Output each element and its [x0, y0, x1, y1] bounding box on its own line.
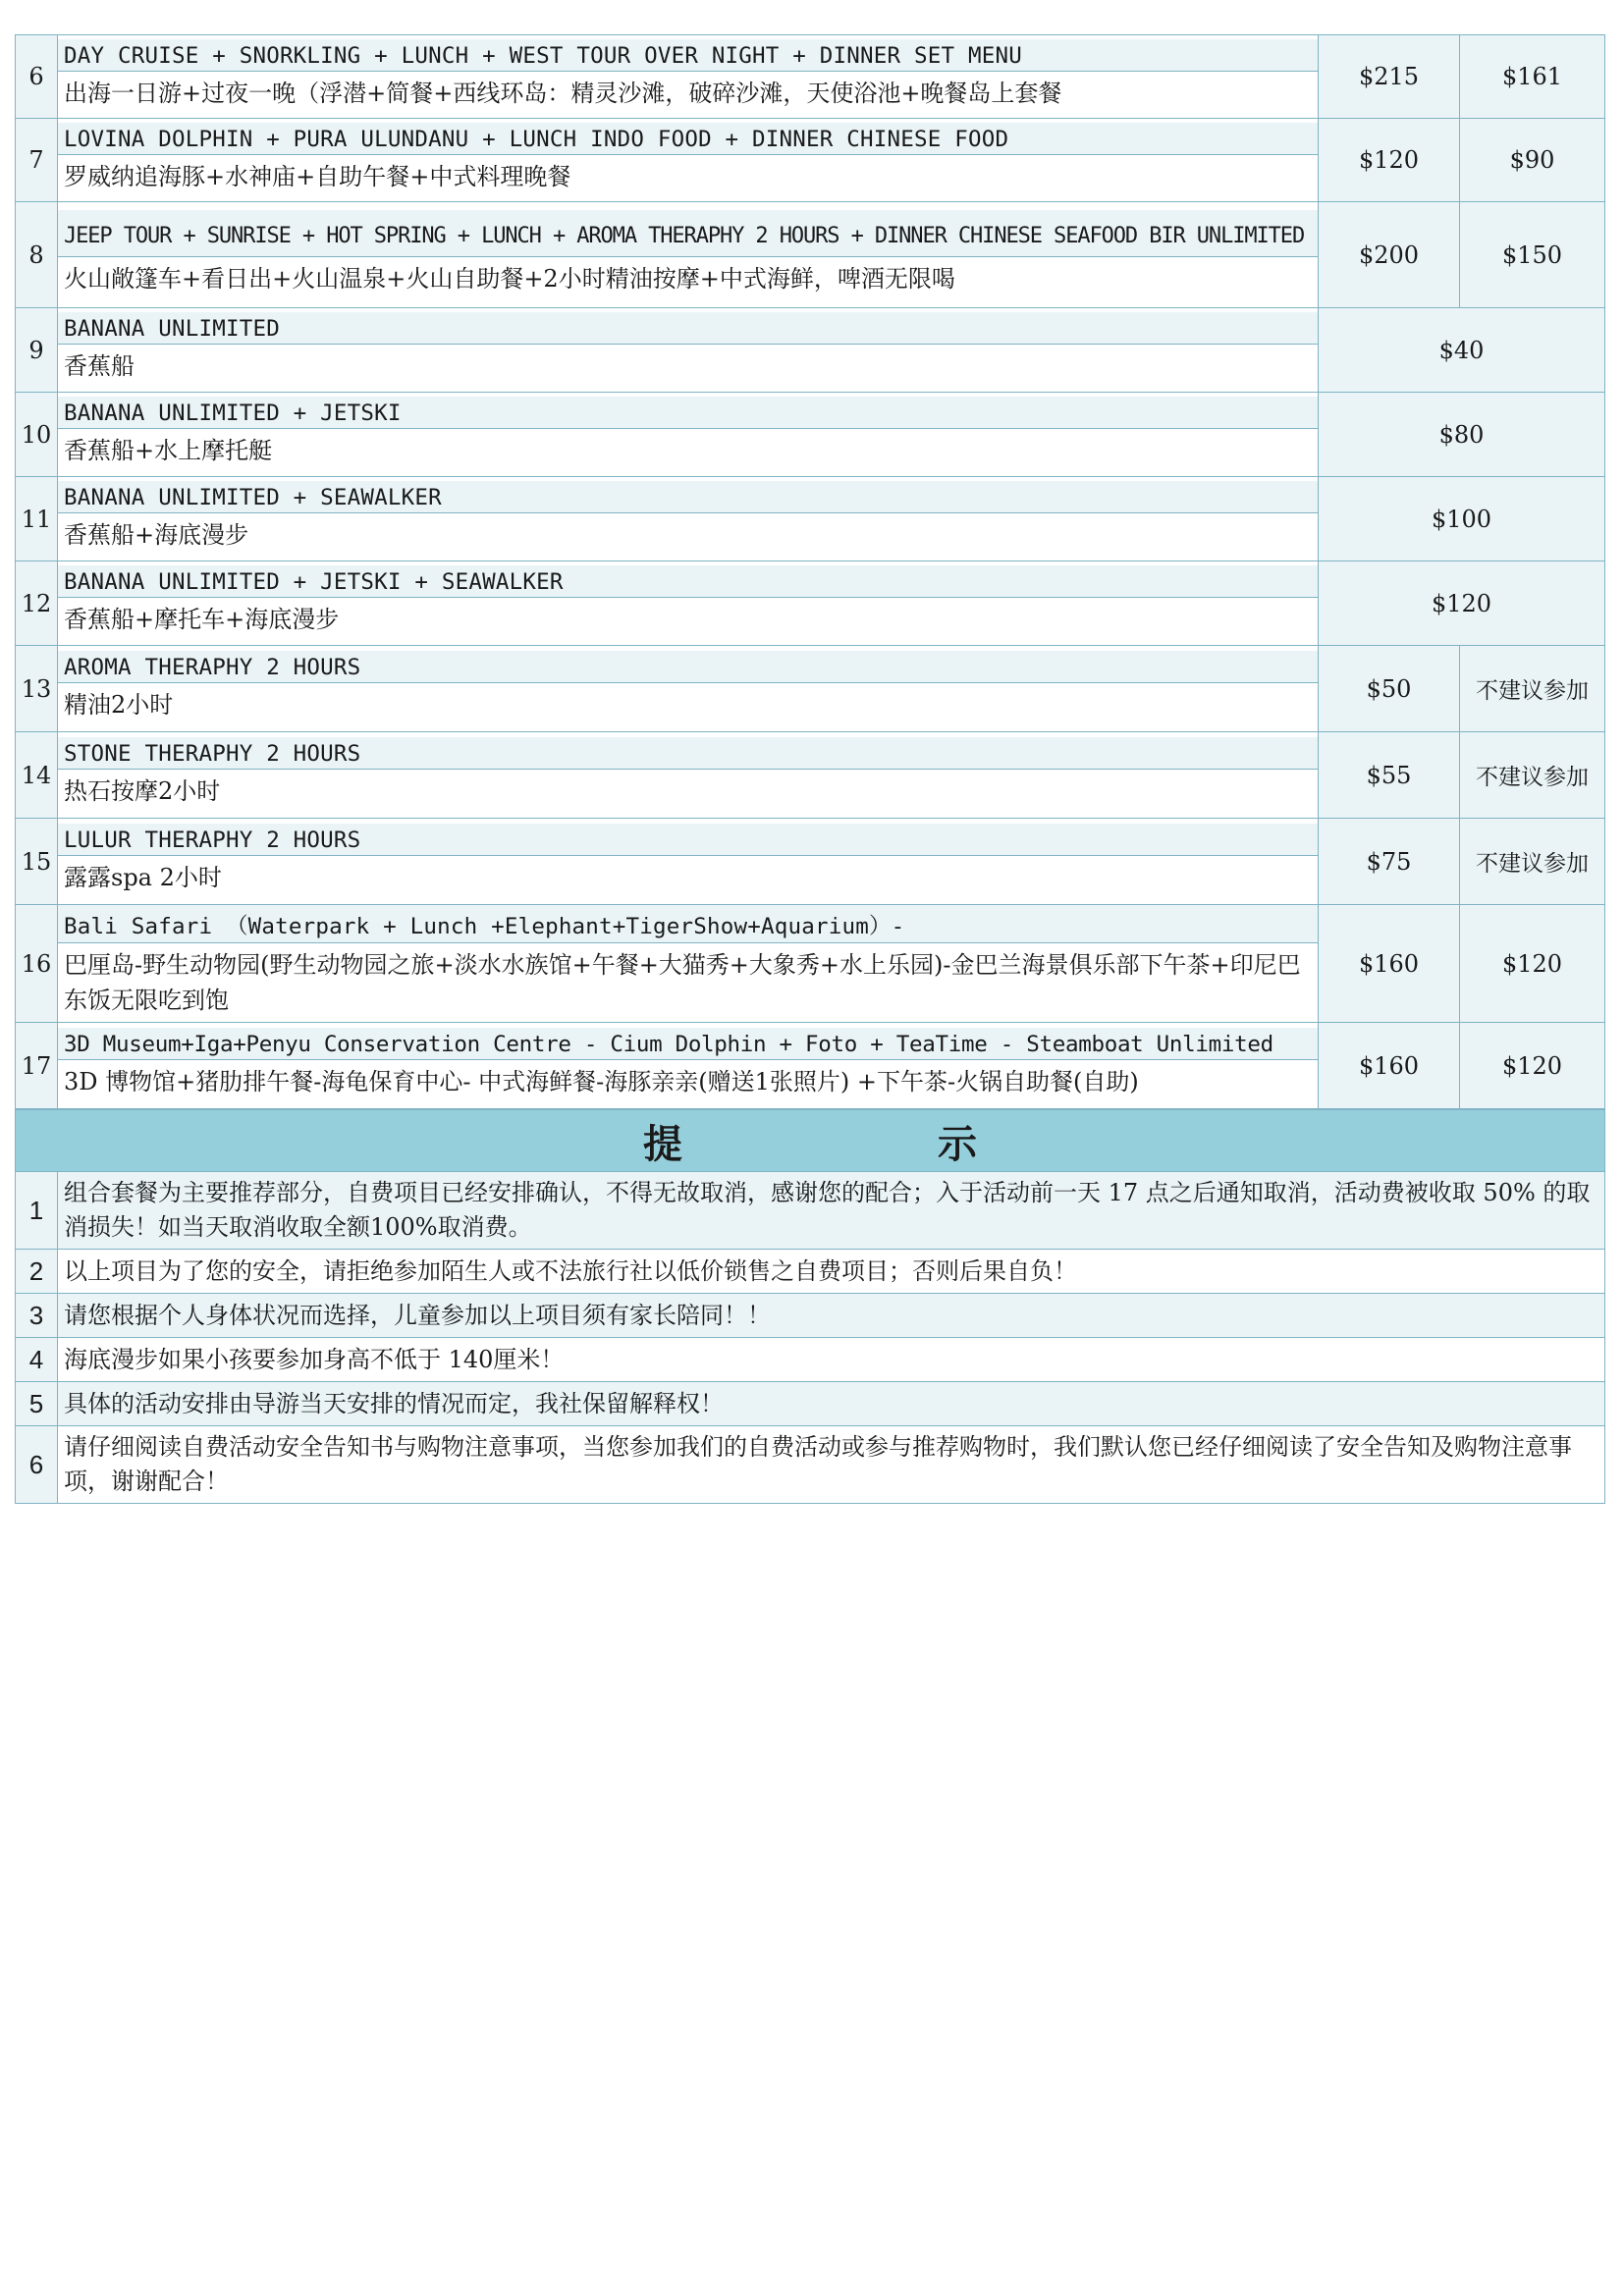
tips-title: 提示: [16, 1110, 1605, 1172]
activity-name-cn: 露露spa 2小时: [58, 856, 1318, 899]
activity-description: [58, 35, 1319, 119]
tip-text: 具体的活动安排由导游当天安排的情况而定，我社保留解释权！: [58, 1382, 1605, 1426]
activity-name-cn: 巴厘岛-野生动物园(野生动物园之旅+淡水水族馆+午餐+大猫秀+大象秀+水上乐园)-金巴兰海景俱乐部下午茶+印尼巴东饭无限吃到饱: [58, 943, 1318, 1022]
table-row: [16, 561, 1605, 646]
row-number: 9: [16, 308, 58, 393]
not-recommended-note: 不建议参加: [1460, 819, 1605, 905]
activity-name-en: BANANA UNLIMITED + JETSKI: [58, 397, 1318, 429]
row-number: 7: [16, 119, 58, 202]
tip-row: [16, 1172, 1605, 1250]
row-number: 15: [16, 819, 58, 905]
tip-text: 以上项目为了您的安全，请拒绝参加陌生人或不法旅行社以低价锁售之自费项目；否则后果自负！: [58, 1250, 1605, 1294]
table-row: [16, 477, 1605, 561]
activity-description: [58, 119, 1319, 202]
activity-name-en: JEEP TOUR + SUNRISE + HOT SPRING + LUNCH + AROMA THERAPHY 2 HOURS + DINNER CHINESE SEAFOOD BIR UNLIMITED: [58, 210, 1318, 257]
activity-description: [58, 308, 1319, 393]
row-number: 17: [16, 1023, 58, 1109]
activity-name-en: BANANA UNLIMITED + JETSKI + SEAWALKER: [58, 565, 1318, 598]
price-flat: $120: [1319, 561, 1605, 646]
tip-text: 组合套餐为主要推荐部分，自费项目已经安排确认，不得无故取消，感谢您的配合；入于活动前一天 17 点之后通知取消，活动费被收取 50% 的取消损失！如当天取消收取全额100%取消费。: [58, 1172, 1605, 1250]
price-secondary: $161: [1460, 35, 1605, 119]
price-flat: $40: [1319, 308, 1605, 393]
price-secondary: $120: [1460, 1023, 1605, 1109]
price-flat: $100: [1319, 477, 1605, 561]
price-sheet: [15, 34, 1605, 1504]
activity-name-en: STONE THERAPHY 2 HOURS: [58, 737, 1318, 770]
tip-number: 3: [16, 1294, 58, 1338]
table-row: [16, 819, 1605, 905]
activity-description: [58, 393, 1319, 477]
activity-name-en: DAY CRUISE + SNORKLING + LUNCH + WEST TOUR OVER NIGHT + DINNER SET MENU: [58, 39, 1318, 72]
tip-row: [16, 1382, 1605, 1426]
row-number: 16: [16, 905, 58, 1023]
table-row: [16, 1023, 1605, 1109]
tip-number: 5: [16, 1382, 58, 1426]
activity-name-en: LULUR THERAPHY 2 HOURS: [58, 824, 1318, 856]
price-primary: $160: [1319, 905, 1460, 1023]
price-secondary: $120: [1460, 905, 1605, 1023]
tip-number: 4: [16, 1338, 58, 1382]
activity-name-en: Bali Safari （Waterpark + Lunch +Elephant+TigerShow+Aquarium）-: [58, 905, 1318, 943]
tips-table: [15, 1109, 1605, 1504]
activity-name-cn: 出海一日游+过夜一晚（浮潜+简餐+西线环岛：精灵沙滩，破碎沙滩，天使浴池+晚餐岛上套餐: [58, 72, 1318, 115]
table-row: [16, 308, 1605, 393]
activity-name-en: 3D Museum+Iga+Penyu Conservation Centre - Cium Dolphin + Foto + TeaTime - Steamboat Unlimited: [58, 1028, 1318, 1060]
activity-description: [58, 1023, 1319, 1109]
table-row: [16, 119, 1605, 202]
price-flat: $80: [1319, 393, 1605, 477]
activity-name-cn: 精油2小时: [58, 683, 1318, 726]
tip-row: [16, 1294, 1605, 1338]
tip-row: [16, 1338, 1605, 1382]
activity-description: [58, 646, 1319, 732]
price-secondary: $150: [1460, 202, 1605, 308]
activity-description: [58, 732, 1319, 819]
tip-text: 请您根据个人身体状况而选择，儿童参加以上项目须有家长陪同！！: [58, 1294, 1605, 1338]
tip-number: 1: [16, 1172, 58, 1250]
price-primary: $55: [1319, 732, 1460, 819]
activity-description: [58, 202, 1319, 308]
activity-name-cn: 香蕉船+摩托车+海底漫步: [58, 598, 1318, 641]
activity-name-cn: 香蕉船: [58, 345, 1318, 388]
row-number: 10: [16, 393, 58, 477]
row-number: 6: [16, 35, 58, 119]
tip-number: 2: [16, 1250, 58, 1294]
table-row: [16, 35, 1605, 119]
activity-description: [58, 819, 1319, 905]
tip-text: 请仔细阅读自费活动安全告知书与购物注意事项，当您参加我们的自费活动或参与推荐购物时，我们默认您已经仔细阅读了安全告知及购物注意事项，谢谢配合！: [58, 1426, 1605, 1504]
table-row: [16, 393, 1605, 477]
tip-row: [16, 1250, 1605, 1294]
activity-description: [58, 477, 1319, 561]
activity-name-cn: 罗威纳追海豚+水神庙+自助午餐+中式料理晚餐: [58, 155, 1318, 198]
table-row: [16, 646, 1605, 732]
activity-name-cn: 香蕉船+水上摩托艇: [58, 429, 1318, 472]
tips-header-row: [16, 1110, 1605, 1172]
price-primary: $200: [1319, 202, 1460, 308]
row-number: 11: [16, 477, 58, 561]
table-row: [16, 905, 1605, 1023]
price-primary: $120: [1319, 119, 1460, 202]
activity-name-cn: 香蕉船+海底漫步: [58, 513, 1318, 557]
price-primary: $160: [1319, 1023, 1460, 1109]
activity-description: [58, 561, 1319, 646]
activity-name-cn: 火山敞篷车+看日出+火山温泉+火山自助餐+2小时精油按摩+中式海鲜，啤酒无限喝: [58, 257, 1318, 300]
activity-name-en: BANANA UNLIMITED + SEAWALKER: [58, 481, 1318, 513]
tip-row: [16, 1426, 1605, 1504]
row-number: 14: [16, 732, 58, 819]
activity-table: [15, 34, 1605, 1109]
tip-text: 海底漫步如果小孩要参加身高不低于 140厘米！: [58, 1338, 1605, 1382]
price-primary: $50: [1319, 646, 1460, 732]
row-number: 12: [16, 561, 58, 646]
table-row: [16, 202, 1605, 308]
price-primary: $75: [1319, 819, 1460, 905]
not-recommended-note: 不建议参加: [1460, 646, 1605, 732]
price-primary: $215: [1319, 35, 1460, 119]
activity-name-en: AROMA THERAPHY 2 HOURS: [58, 651, 1318, 683]
activity-name-en: BANANA UNLIMITED: [58, 312, 1318, 345]
activity-name-en: LOVINA DOLPHIN + PURA ULUNDANU + LUNCH INDO FOOD + DINNER CHINESE FOOD: [58, 123, 1318, 155]
activity-name-cn: 3D 博物馆+猪肋排午餐-海龟保育中心- 中式海鲜餐-海豚亲亲(赠送1张照片) +下午茶-火锅自助餐(自助): [58, 1060, 1318, 1103]
row-number: 8: [16, 202, 58, 308]
activity-name-cn: 热石按摩2小时: [58, 770, 1318, 813]
price-secondary: $90: [1460, 119, 1605, 202]
table-row: [16, 732, 1605, 819]
tip-number: 6: [16, 1426, 58, 1504]
row-number: 13: [16, 646, 58, 732]
activity-description: [58, 905, 1319, 1023]
not-recommended-note: 不建议参加: [1460, 732, 1605, 819]
